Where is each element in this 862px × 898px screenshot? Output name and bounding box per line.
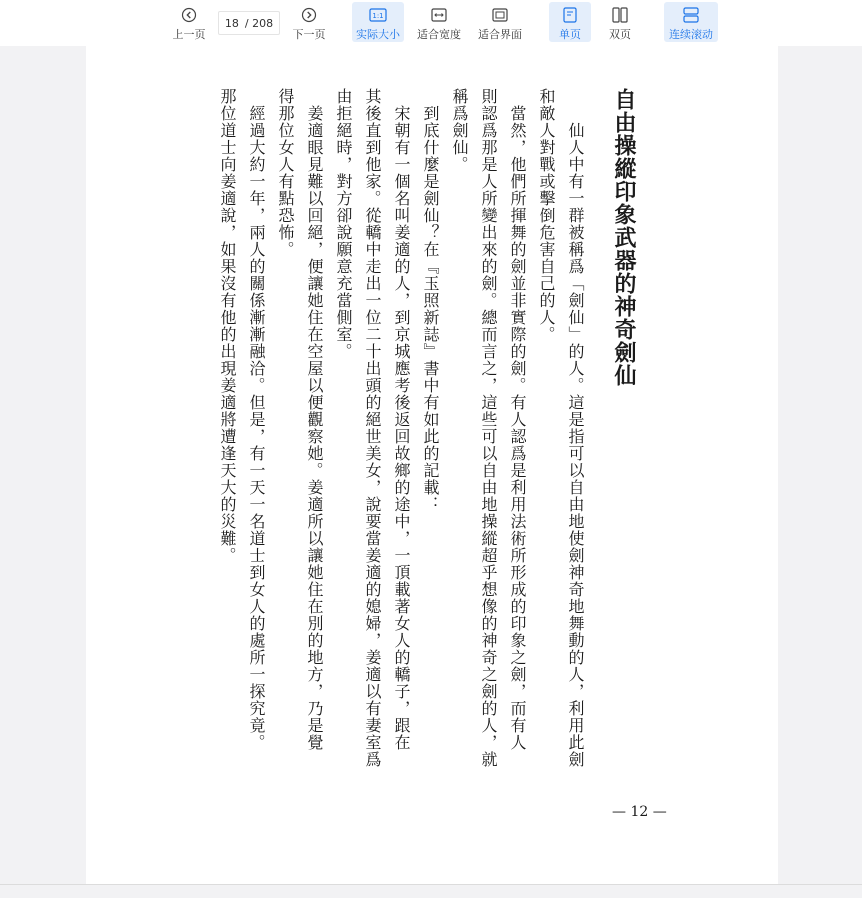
- prev-page-button[interactable]: [168, 2, 210, 42]
- text-column: 宋朝有一個名叫姜適的人，到京城應考後返回故鄉的途中，一頂載著女人的轎子，跟在: [392, 88, 411, 751]
- text-column: 仙人中有一群被稱爲「劍仙」的人。這是指可以自由地使劍神奇地舞動的人，利用此劍: [566, 122, 585, 768]
- text-column: 由拒絕時，對方卻說願意充當側室。: [334, 88, 353, 360]
- continuous-scroll-label: 连续滚动: [669, 28, 713, 41]
- text-column: 則認爲那是人所變出來的劍。總而言之，這些可以自由地操縱超乎想像的神奇之劍的人，就: [479, 88, 498, 768]
- page-title: 自由操縱印象武器的神奇劍仙: [611, 88, 637, 387]
- double-page-button[interactable]: [599, 2, 641, 42]
- single-page-icon: [563, 5, 577, 24]
- text-column: 姜適眼見難以回絕，便讓她住在空屋以便觀察她。姜適所以讓她住在別的地方，乃是覺: [305, 88, 324, 751]
- single-page-label: 单页: [559, 28, 581, 41]
- actual-size-icon: [369, 5, 387, 24]
- next-page-button[interactable]: [288, 2, 330, 42]
- text-column: 其後直到他家。從轎中走出一位二十出頭的絕世美女，說要當姜適的媳婦，姜適以有妻室爲: [363, 88, 382, 768]
- fit-width-button[interactable]: [413, 2, 465, 42]
- text-column: 稱爲劍仙。: [450, 88, 469, 173]
- current-page-value: 18: [224, 16, 239, 30]
- prev-page-label: 上一页: [172, 28, 206, 41]
- page-number-input[interactable]: [218, 11, 280, 35]
- fit-width-label: 适合宽度: [417, 28, 461, 41]
- fit-page-label: 适合界面: [478, 28, 522, 41]
- arrow-right-circle-icon: [301, 5, 317, 24]
- fit-width-icon: [431, 5, 447, 24]
- continuous-scroll-icon: [683, 5, 699, 24]
- document-page: [86, 46, 778, 884]
- fit-page-button[interactable]: [474, 2, 526, 42]
- arrow-left-circle-icon: [181, 5, 197, 24]
- double-page-label: 双页: [609, 28, 631, 41]
- double-page-icon: [612, 5, 628, 24]
- bottom-divider: [0, 884, 862, 885]
- text-column: 當然，他們所揮舞的劍並非實際的劍。有人認爲是利用法術所形成的印象之劍，而有人: [508, 88, 527, 751]
- text-column: 經過大約一年，兩人的關係漸漸融洽。但是，有一天一名道士到女人的處所一探究竟。: [247, 88, 266, 751]
- reader-toolbar: [0, 0, 862, 46]
- total-pages-text: / 208: [244, 16, 274, 30]
- svg-text:1:1: 1:1: [372, 11, 384, 20]
- text-column: 那位道士向姜適說，如果沒有他的出現姜適將遭逢天大的災難。: [218, 88, 237, 564]
- single-page-button[interactable]: [549, 2, 591, 42]
- text-column: 到底什麼是劍仙？在『玉照新誌』書中有如此的記載：: [421, 88, 440, 513]
- actual-size-label: 实际大小: [356, 28, 400, 41]
- actual-size-button[interactable]: [352, 2, 404, 42]
- text-column: 和敵人對戰或擊倒危害自己的人。: [537, 88, 556, 343]
- page-number: — 12 —: [612, 804, 667, 820]
- next-page-label: 下一页: [292, 28, 326, 41]
- text-column: 得那位女人有點恐怖。: [276, 88, 295, 258]
- continuous-scroll-button[interactable]: [664, 2, 718, 42]
- fit-page-icon: [492, 5, 508, 24]
